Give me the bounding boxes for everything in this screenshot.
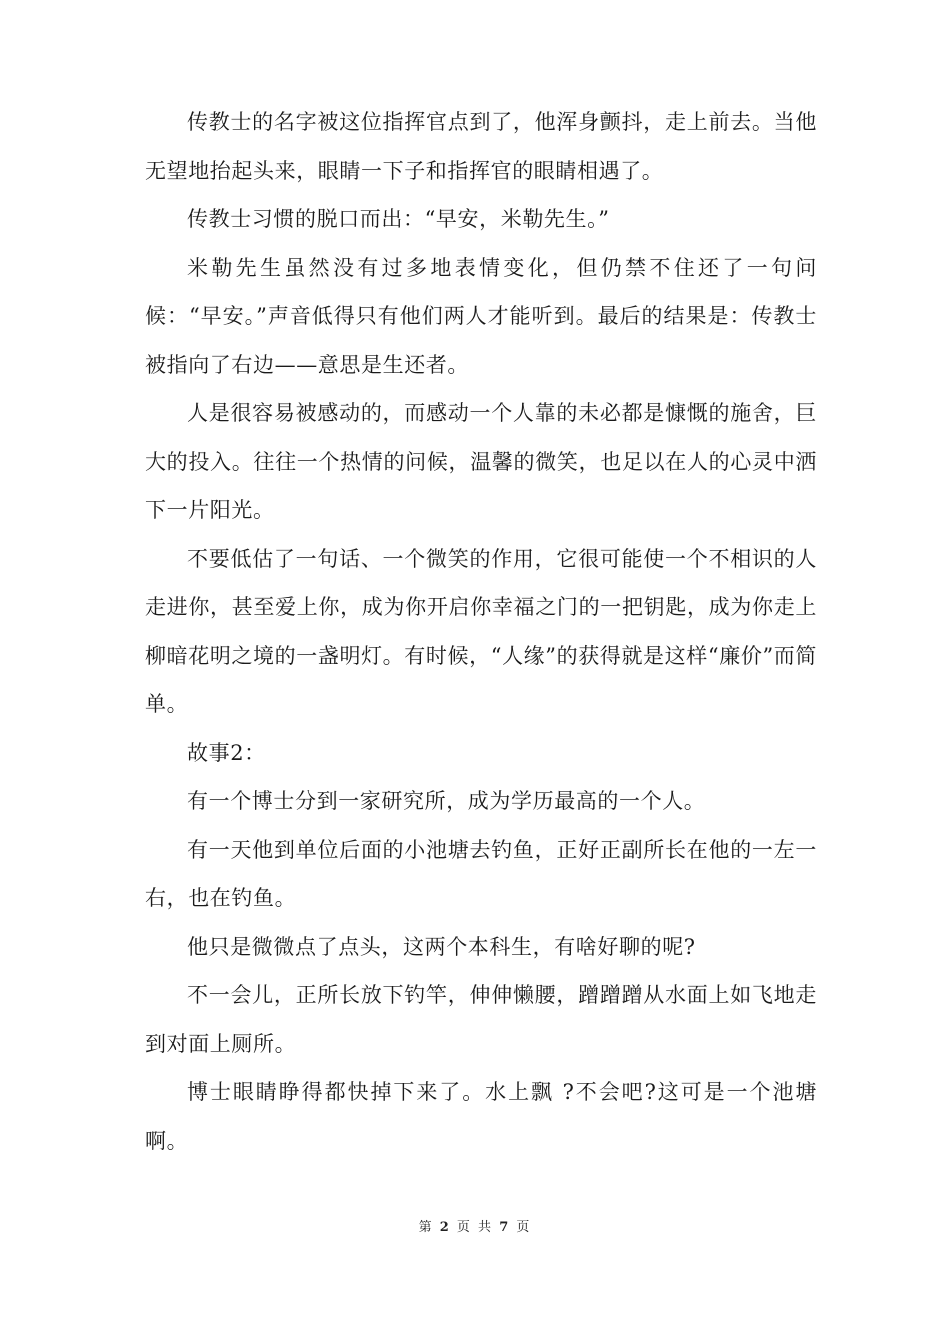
- body-text: [145, 98, 817, 1165]
- paragraph: 有一天他到单位后面的小池塘去钓鱼，正好正副所长在他的一左一右，也在钓鱼。: [145, 837, 817, 910]
- total-page-count: 7: [499, 1220, 511, 1235]
- paragraph: 米勒先生虽然没有过多地表情变化，但仍禁不住还了一句问候：“早安。”声音低得只有他们两人才能听到。最后的结果是：传教士被指向了右边——意思是生还者。: [145, 255, 817, 377]
- page-footer: [0, 1216, 950, 1235]
- footer-prefix: 第: [418, 1220, 434, 1235]
- paragraph: 人是很容易被感动的，而感动一个人靠的未必都是慷慨的施舍，巨大的投入。往往一个热情的问候，温馨的微笑，也足以在人的心灵中洒下一片阳光。: [145, 401, 817, 522]
- footer-suffix: 页: [516, 1220, 532, 1235]
- section-heading: 故事2：: [187, 740, 266, 765]
- current-page-number: 2: [439, 1220, 451, 1235]
- footer-middle: 页 共: [456, 1220, 494, 1235]
- paragraph: 他只是微微点了点头，这两个本科生，有啥好聊的呢?: [187, 934, 696, 959]
- paragraph: 有一个博士分到一家研究所，成为学历最高的一个人。: [187, 789, 706, 813]
- paragraph: 博士眼睛睁得都快掉下来了。水上飘 ?不会吧?这可是一个池塘啊。: [145, 1080, 817, 1153]
- paragraph: 不要低估了一句话、一个微笑的作用，它很可能使一个不相识的人走进你，甚至爱上你，成为你开启你幸福之门的一把钥匙，成为你走上柳暗花明之境的一盏明灯。有时候，“人缘”的获得就是这样“廉价”而简单。: [145, 546, 817, 716]
- paragraph: 传教士的名字被这位指挥官点到了，他浑身颤抖，走上前去。当他无望地抬起头来，眼睛一下子和指挥官的眼睛相遇了。: [145, 110, 817, 183]
- paragraph: 传教士习惯的脱口而出：“早安，米勒先生。”: [187, 207, 610, 231]
- paragraph: 不一会儿，正所长放下钓竿，伸伸懒腰，蹭蹭蹭从水面上如飞地走到对面上厕所。: [145, 983, 817, 1056]
